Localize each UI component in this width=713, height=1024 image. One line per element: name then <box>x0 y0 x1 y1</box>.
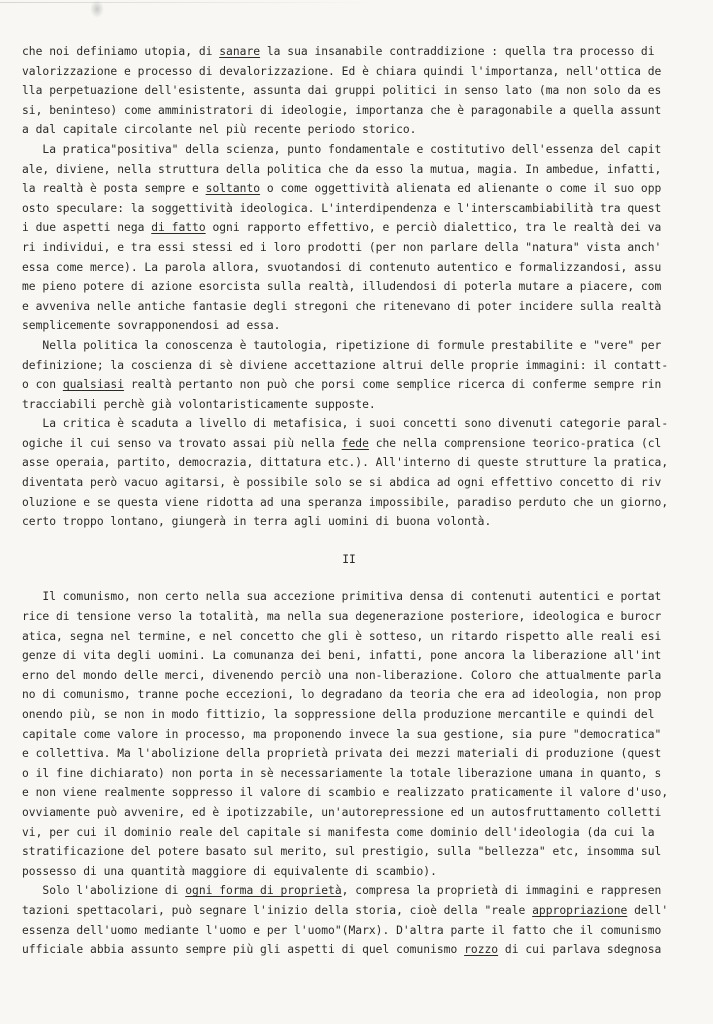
text-segment: no di comunismo, tranne poche eccezioni, lo degradano da teoria che era ad ideologia, non prop <box>22 688 662 702</box>
text-line <box>22 81 694 101</box>
paragraph <box>22 140 694 336</box>
section-heading: II <box>342 552 356 566</box>
text-segment: , compresa la proprietà di immagini e rappresen <box>341 884 662 898</box>
text-line <box>22 725 694 745</box>
text-line <box>22 803 694 823</box>
text-segment: ri individui, e tra essi stessi ed i loro prodotti (per non parlare della "natura" vista anch' <box>22 240 662 254</box>
text-line <box>22 179 694 199</box>
underlined-phrase: fede <box>341 436 369 450</box>
section-gap <box>22 532 694 550</box>
text-line <box>22 453 694 473</box>
text-line <box>22 336 694 356</box>
text-segment: asse operaia, partito, democrazia, dittatura etc.). All'interno di queste strutture la pratica, <box>22 456 669 470</box>
paragraph <box>22 336 694 414</box>
underlined-phrase: soltanto <box>205 182 261 196</box>
text-segment: oluzione e se questa viene ridotta ad una speranza impossibile, paradiso perduto che un giorno, <box>22 495 669 509</box>
text-segment: genze di vita degli uomini. La comunanza dei beni, infatti, pone ancora la liberazione all'int <box>22 649 662 663</box>
text-segment: o il fine dichiarato) non porta in sè necessariamente la totale liberazione umana in quanto, s <box>22 766 662 780</box>
underlined-phrase: ogni forma di proprietà <box>185 884 342 898</box>
text-line <box>22 783 694 803</box>
text-segment: me pieno potere di azione esorcista sulla realtà, illudendosi di poterla mutare a piacere, com <box>22 280 662 294</box>
text-segment: Il comunismo, non certo nella sua accezione primitiva densa di contenuti autentici e portat <box>22 590 662 604</box>
text-segment: ale, diviene, nella struttura della politica che da esso la mutua, magia. In ambedue, infatti, <box>22 162 662 176</box>
text-line <box>22 199 694 219</box>
paragraph <box>22 414 694 532</box>
text-segment: erno del mondo delle merci, divenendo perciò una non-liberazione. Coloro che attualmente parla <box>22 668 662 682</box>
text-line <box>22 842 694 862</box>
text-segment: essa come merce). La parola allora, svuotandosi di contenuto autentico e formalizzandosi, assu <box>22 260 662 274</box>
text-line <box>22 666 694 686</box>
text-segment: lla perpetuazione dell'esistente, assunta dai gruppi politici in senso lato (ma non solo da es <box>22 84 662 98</box>
text-segment: possesso di una quantità maggiore di equivalente di scambio). <box>22 864 437 878</box>
text-segment: osto speculare: la soggettività ideologica. L'interdipendenza e l'interscambiabilità tra quest <box>22 201 662 215</box>
text-line <box>22 881 694 901</box>
text-segment: essenza dell'uomo mediante l'uomo e per l'uomo"(Marx). D'altra parte il fatto che il comunismo <box>22 923 662 937</box>
text-segment: La pratica"positiva" della scienza, punto fondamentale e costitutivo dell'essenza del capit <box>22 142 662 156</box>
paragraph <box>22 881 694 959</box>
text-segment: che nella comprensione teorico-pratica (cl <box>368 436 662 450</box>
text-line <box>22 607 694 627</box>
text-segment: che noi definiamo utopia, di <box>22 45 220 58</box>
text-segment: diventata però vacuo agitarsi, è possibile solo se si abdica ad ogni effettivo concetto di riv <box>22 476 662 490</box>
text-line <box>22 940 694 960</box>
text-line <box>22 218 694 238</box>
text-segment: la sua insanabile contraddizione : quella tra processo di <box>260 45 655 58</box>
text-segment: La critica è scaduta a livello di metafisica, i suoi concetti sono divenuti categorie paral- <box>22 417 669 431</box>
section-one-text <box>22 42 694 532</box>
text-line <box>22 587 694 607</box>
text-segment: a dal capitale circolante nel più recente periodo storico. <box>22 123 417 137</box>
text-line <box>22 646 694 666</box>
text-line <box>22 258 694 278</box>
text-segment: ogiche il cui senso va trovato assai più nella <box>22 436 342 450</box>
text-line <box>22 297 694 317</box>
text-segment: o con <box>22 378 63 392</box>
text-segment: ovviamente può avvenire, ed è ipotizzabile, un'autorepressione ed un autosfruttamento colletti <box>22 805 662 819</box>
text-segment: si, beninteso) come amministratori di ideologie, importanza che è paragonabile a quella assunt <box>22 103 662 117</box>
section-gap <box>22 569 694 587</box>
text-segment: dell' <box>627 903 669 917</box>
text-line <box>22 705 694 725</box>
text-segment: ogni rapporto effettivo, e perciò dialettico, tra le realtà dei va <box>205 221 662 235</box>
text-line <box>22 823 694 843</box>
document-body <box>22 42 694 960</box>
section-two-text <box>22 587 694 959</box>
text-line <box>22 277 694 297</box>
text-segment: stratificazione del potere basato sul merito, sul prestigio, sulla "bellezza" etc, insomma sul <box>22 845 662 859</box>
text-segment: o come oggettività alienata ed alienante o come il suo opp <box>260 182 662 196</box>
text-segment: realtà pertanto non può che porsi come semplice ricerca di conferme sempre rin <box>124 378 662 392</box>
text-line <box>22 627 694 647</box>
text-line <box>22 160 694 180</box>
text-line <box>22 744 694 764</box>
text-segment: rice di tensione verso la totalità, ma nella sua degenerazione posteriore, ideologica e burocr <box>22 610 662 624</box>
text-segment: valorizzazione e processo di devalorizzazione. Ed è chiara quindi l'importanza, nell'ottica de <box>22 64 662 78</box>
text-segment: e collettiva. Ma l'abolizione della proprietà privata dei mezzi materiali di produzione (quest <box>22 747 662 761</box>
text-segment: semplicemente sovrapponendosi ad essa. <box>22 319 281 333</box>
text-line <box>22 140 694 160</box>
text-line <box>22 473 694 493</box>
text-line <box>22 901 694 921</box>
text-line <box>22 414 694 434</box>
underlined-phrase: di fatto <box>151 221 206 235</box>
text-segment: certo troppo lontano, giungerà in terra agli uomini di buona volontà. <box>22 515 492 529</box>
text-line <box>22 395 694 415</box>
text-line <box>22 316 694 336</box>
text-line <box>22 375 694 395</box>
underlined-phrase: rozzo <box>464 943 499 957</box>
text-line <box>22 356 694 376</box>
text-line <box>22 120 694 140</box>
underlined-phrase: qualsiasi <box>62 378 125 392</box>
text-segment: e avveniva nelle antiche fantasie degli stregoni che ritenevano di poter incidere sulla realtà <box>22 299 662 313</box>
text-segment: Nella politica la conoscenza è tautologia, ripetizione di formule prestabilite e "vere" per <box>22 338 662 352</box>
text-line <box>22 62 694 82</box>
text-line <box>22 862 694 882</box>
underlined-phrase: appropriazione <box>532 903 628 917</box>
text-line <box>22 685 694 705</box>
text-line <box>22 434 694 454</box>
text-segment: capitale come valore in processo, ma proponendo invece la sua gestione, sia pure "democratica" <box>22 727 662 741</box>
text-line <box>22 512 694 532</box>
text-segment: i due aspetti nega <box>22 221 152 235</box>
text-segment: e non viene realmente soppresso il valore di scambio e realizzato praticamente il valore d'uso, <box>22 786 669 800</box>
text-segment: atica, segna nel termine, e nel concetto che gli è sotteso, un ritardo rispetto alle reali esi <box>22 629 662 643</box>
text-segment: di cui parlava sdegnosa <box>498 943 662 957</box>
text-segment: vi, per cui il dominio reale del capitale si manifesta come dominio dell'ideologia (da cui la <box>22 825 655 839</box>
text-line <box>22 493 694 513</box>
paragraph <box>22 42 694 140</box>
text-segment: tracciabili perchè già volontaristicamente supposte. <box>22 397 376 411</box>
text-line <box>22 238 694 258</box>
text-line <box>22 101 694 121</box>
text-segment: la realtà è posta sempre e <box>22 182 206 196</box>
text-segment: ufficiale abbia assunto sempre più gli aspetti di quel comunismo <box>22 943 465 957</box>
text-segment: tazioni spettacolari, può segnare l'inizio della storia, cioè della "reale <box>22 903 533 917</box>
scan-edge-mark <box>0 2 380 3</box>
text-segment: onendo più, se non in modo fittizio, la soppressione della produzione mercantile e quindi del <box>22 708 655 721</box>
text-line <box>22 921 694 941</box>
text-line <box>22 764 694 784</box>
text-segment: Solo l'abolizione di <box>22 884 186 898</box>
underlined-phrase: sanare <box>219 45 261 58</box>
text-line <box>22 42 694 62</box>
paragraph <box>22 587 694 881</box>
text-segment: definizione; la coscienza di sè diviene accettazione altrui delle proprie immagini: il contatt- <box>22 358 669 372</box>
